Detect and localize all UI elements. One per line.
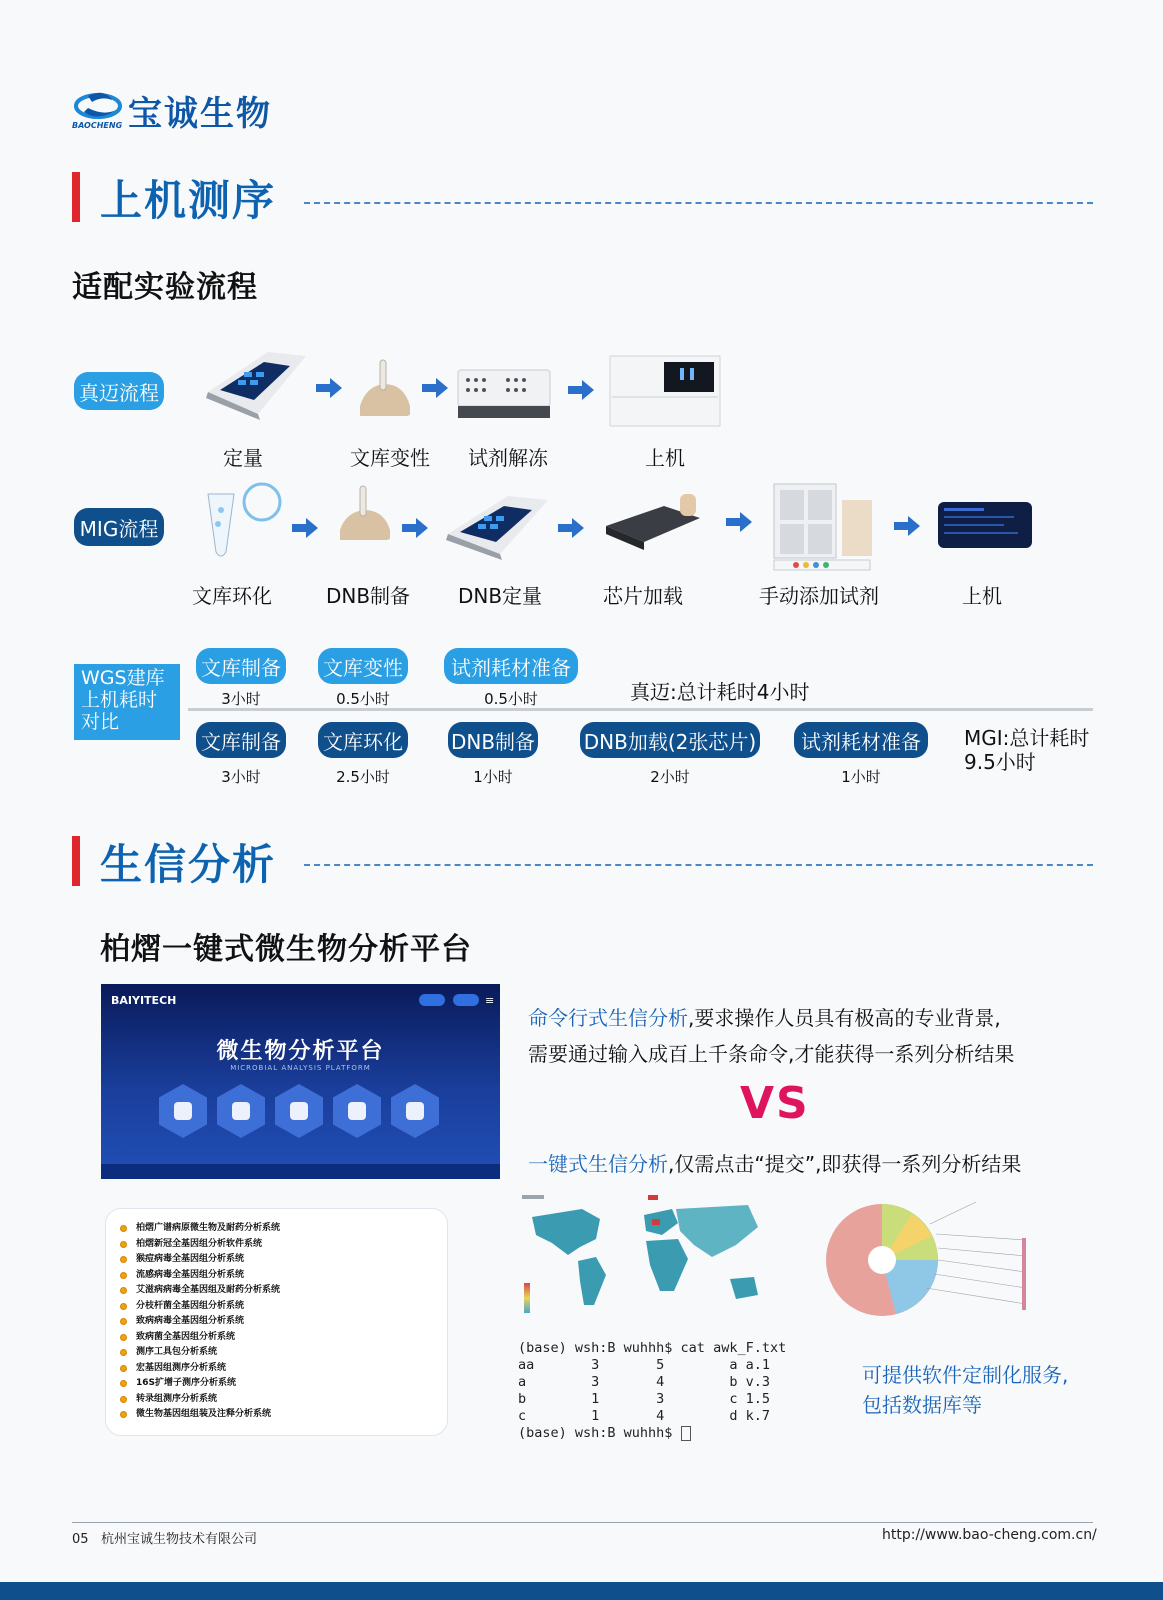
platform-nav-button bbox=[419, 994, 445, 1006]
module-hex-icon bbox=[159, 1084, 207, 1138]
arrow-right-icon bbox=[894, 516, 920, 536]
step-label: DNB制备 bbox=[325, 584, 411, 608]
step-label: DNB定量 bbox=[457, 584, 543, 608]
list-item: 猴痘病毒全基因组分析系统 bbox=[120, 1252, 433, 1268]
timeline-divider bbox=[188, 708, 1093, 711]
flow-label-zhenmai: 真迈流程 bbox=[74, 372, 164, 410]
platform-footer-bar bbox=[101, 1164, 500, 1179]
step-label: 上机 bbox=[645, 446, 685, 470]
platform-nav-button bbox=[453, 994, 479, 1006]
time-label: 0.5小时 bbox=[336, 690, 390, 708]
reagent-cartridge-icon bbox=[770, 482, 880, 572]
arrow-right-icon bbox=[292, 518, 318, 538]
brand-logo-icon bbox=[74, 86, 124, 126]
list-item: 测序工具包分析系统 bbox=[120, 1345, 433, 1361]
quantifier-device-icon bbox=[198, 342, 310, 420]
analysis-system-list bbox=[105, 1208, 448, 1436]
platform-screenshot bbox=[101, 984, 500, 1179]
world-map-figure bbox=[522, 1195, 792, 1325]
step-label: 文库环化 bbox=[192, 584, 272, 608]
time-step-pill: 试剂耗材准备 bbox=[794, 722, 928, 758]
section-title-bioinfo: 生信分析 bbox=[100, 840, 277, 889]
step-label: 手动添加试剂 bbox=[759, 584, 879, 608]
list-item: 致病菌全基因组分析系统 bbox=[120, 1330, 433, 1346]
sequencer-screen-icon bbox=[938, 502, 1032, 548]
module-hex-icon bbox=[217, 1084, 265, 1138]
cli-description-line2: 需要通过输入成百上千条命令,才能获得一系列分析结果 bbox=[528, 1042, 1015, 1066]
step-label: 芯片加载 bbox=[603, 584, 683, 608]
one-click-description: 一键式生信分析,仅需点击“提交”,即获得一系列分析结果 bbox=[528, 1152, 1022, 1176]
module-hex-icon bbox=[333, 1084, 381, 1138]
arrow-right-icon bbox=[402, 518, 428, 538]
step-label: 文库变性 bbox=[350, 446, 430, 470]
time-label: 0.5小时 bbox=[484, 690, 538, 708]
time-step-pill: 试剂耗材准备 bbox=[444, 648, 578, 684]
arrow-right-icon bbox=[316, 378, 342, 398]
time-label: 1小时 bbox=[841, 768, 881, 786]
arrow-right-icon bbox=[422, 378, 448, 398]
platform-en-title: MICROBIAL ANALYSIS PLATFORM bbox=[230, 1064, 371, 1072]
vs-label: VS bbox=[740, 1078, 810, 1129]
list-item: 柏熠广谱病原微生物及耐药分析系统 bbox=[120, 1221, 433, 1237]
sequencer-device-icon bbox=[608, 354, 722, 428]
footer-company: 05 杭州宝诚生物技术有限公司 bbox=[72, 1532, 257, 1547]
total-time-mgi: MGI:总计耗时 9.5小时 bbox=[964, 726, 1090, 774]
list-item: 流感病毒全基因组分析系统 bbox=[120, 1268, 433, 1284]
section-divider bbox=[304, 864, 1093, 866]
time-step-pill: 文库环化 bbox=[318, 722, 408, 758]
chip-loading-icon bbox=[604, 492, 702, 552]
list-item: 16S扩增子测序分析系统 bbox=[120, 1376, 433, 1392]
wgs-comparison-label: WGS建库 上机耗时 对比 bbox=[74, 664, 180, 740]
list-item: 致病病毒全基因组分析系统 bbox=[120, 1314, 433, 1330]
arrow-right-icon bbox=[558, 518, 584, 538]
step-label: 定量 bbox=[223, 446, 263, 470]
section-marker bbox=[72, 836, 80, 886]
list-item: 艾滋病病毒全基因组及耐药分析系统 bbox=[120, 1283, 433, 1299]
footer-divider bbox=[72, 1522, 1093, 1523]
arrow-right-icon bbox=[568, 380, 594, 400]
time-step-pill: 文库制备 bbox=[196, 722, 286, 758]
brand-sub: BAOCHENG bbox=[72, 121, 123, 130]
sunburst-chart-figure bbox=[826, 1194, 1056, 1324]
module-hex-icon bbox=[275, 1084, 323, 1138]
step-label: 上机 bbox=[962, 584, 1002, 608]
time-label: 2.5小时 bbox=[336, 768, 390, 786]
time-label: 3小时 bbox=[221, 690, 261, 708]
menu-icon: ≡ bbox=[485, 994, 495, 1007]
arrow-right-icon bbox=[726, 512, 752, 532]
time-step-pill: 文库变性 bbox=[318, 648, 408, 684]
reagent-thaw-device-icon bbox=[456, 364, 552, 420]
tube-ring-icon bbox=[198, 480, 290, 560]
list-item: 分枝杆菌全基因组分析系统 bbox=[120, 1299, 433, 1315]
workflow-subtitle: 适配实验流程 bbox=[72, 270, 258, 305]
step-label: 试剂解冻 bbox=[468, 446, 548, 470]
quantifier-device-icon bbox=[440, 488, 552, 560]
platform-title: 微生物分析平台 bbox=[216, 1039, 385, 1064]
list-item: 转录组测序分析系统 bbox=[120, 1392, 433, 1408]
time-label: 3小时 bbox=[221, 768, 261, 786]
time-label: 1小时 bbox=[473, 768, 513, 786]
tube-hand-icon bbox=[356, 356, 412, 416]
flow-label-mgi: MIG流程 bbox=[74, 508, 164, 546]
list-item: 宏基因组测序分析系统 bbox=[120, 1361, 433, 1377]
platform-subtitle: 柏熠一键式微生物分析平台 bbox=[100, 932, 472, 967]
total-time-zhenmai: 真迈:总计耗时4小时 bbox=[630, 680, 810, 704]
section-marker bbox=[72, 172, 80, 222]
section-divider bbox=[304, 202, 1093, 204]
tube-hand-icon bbox=[336, 484, 392, 540]
list-item: 柏熠新冠全基因组分析软件系统 bbox=[120, 1237, 433, 1253]
list-item: 微生物基因组组装及注释分析系统 bbox=[120, 1407, 433, 1423]
time-step-pill: DNB制备 bbox=[448, 722, 538, 758]
cli-description: 命令行式生信分析,要求操作人员具有极高的专业背景, bbox=[528, 1006, 1001, 1030]
terminal-output: (base) wsh:B wuhhh$ cat awk_F.txt aa 3 5 a a.1 a 3 4 b v.3 b 1 3 c 1.5 c 1 4 d k.7 (base) wsh:B wuhhh$ bbox=[518, 1340, 787, 1441]
brand-name: 宝诚生物 bbox=[128, 94, 272, 134]
time-step-pill: DNB加载(2张芯片) bbox=[580, 722, 760, 758]
platform-brand: BAIYITECH bbox=[111, 994, 177, 1007]
section-title-sequencing: 上机测序 bbox=[100, 176, 277, 225]
footer-band bbox=[0, 1582, 1163, 1600]
footer-url[interactable]: http://www.bao-cheng.com.cn/ bbox=[882, 1527, 1097, 1543]
time-label: 2小时 bbox=[650, 768, 690, 786]
time-step-pill: 文库制备 bbox=[196, 648, 286, 684]
custom-service-note: 可提供软件定制化服务, 包括数据库等 bbox=[862, 1363, 1069, 1417]
module-hex-icon bbox=[391, 1084, 439, 1138]
cursor-icon bbox=[681, 1426, 691, 1441]
